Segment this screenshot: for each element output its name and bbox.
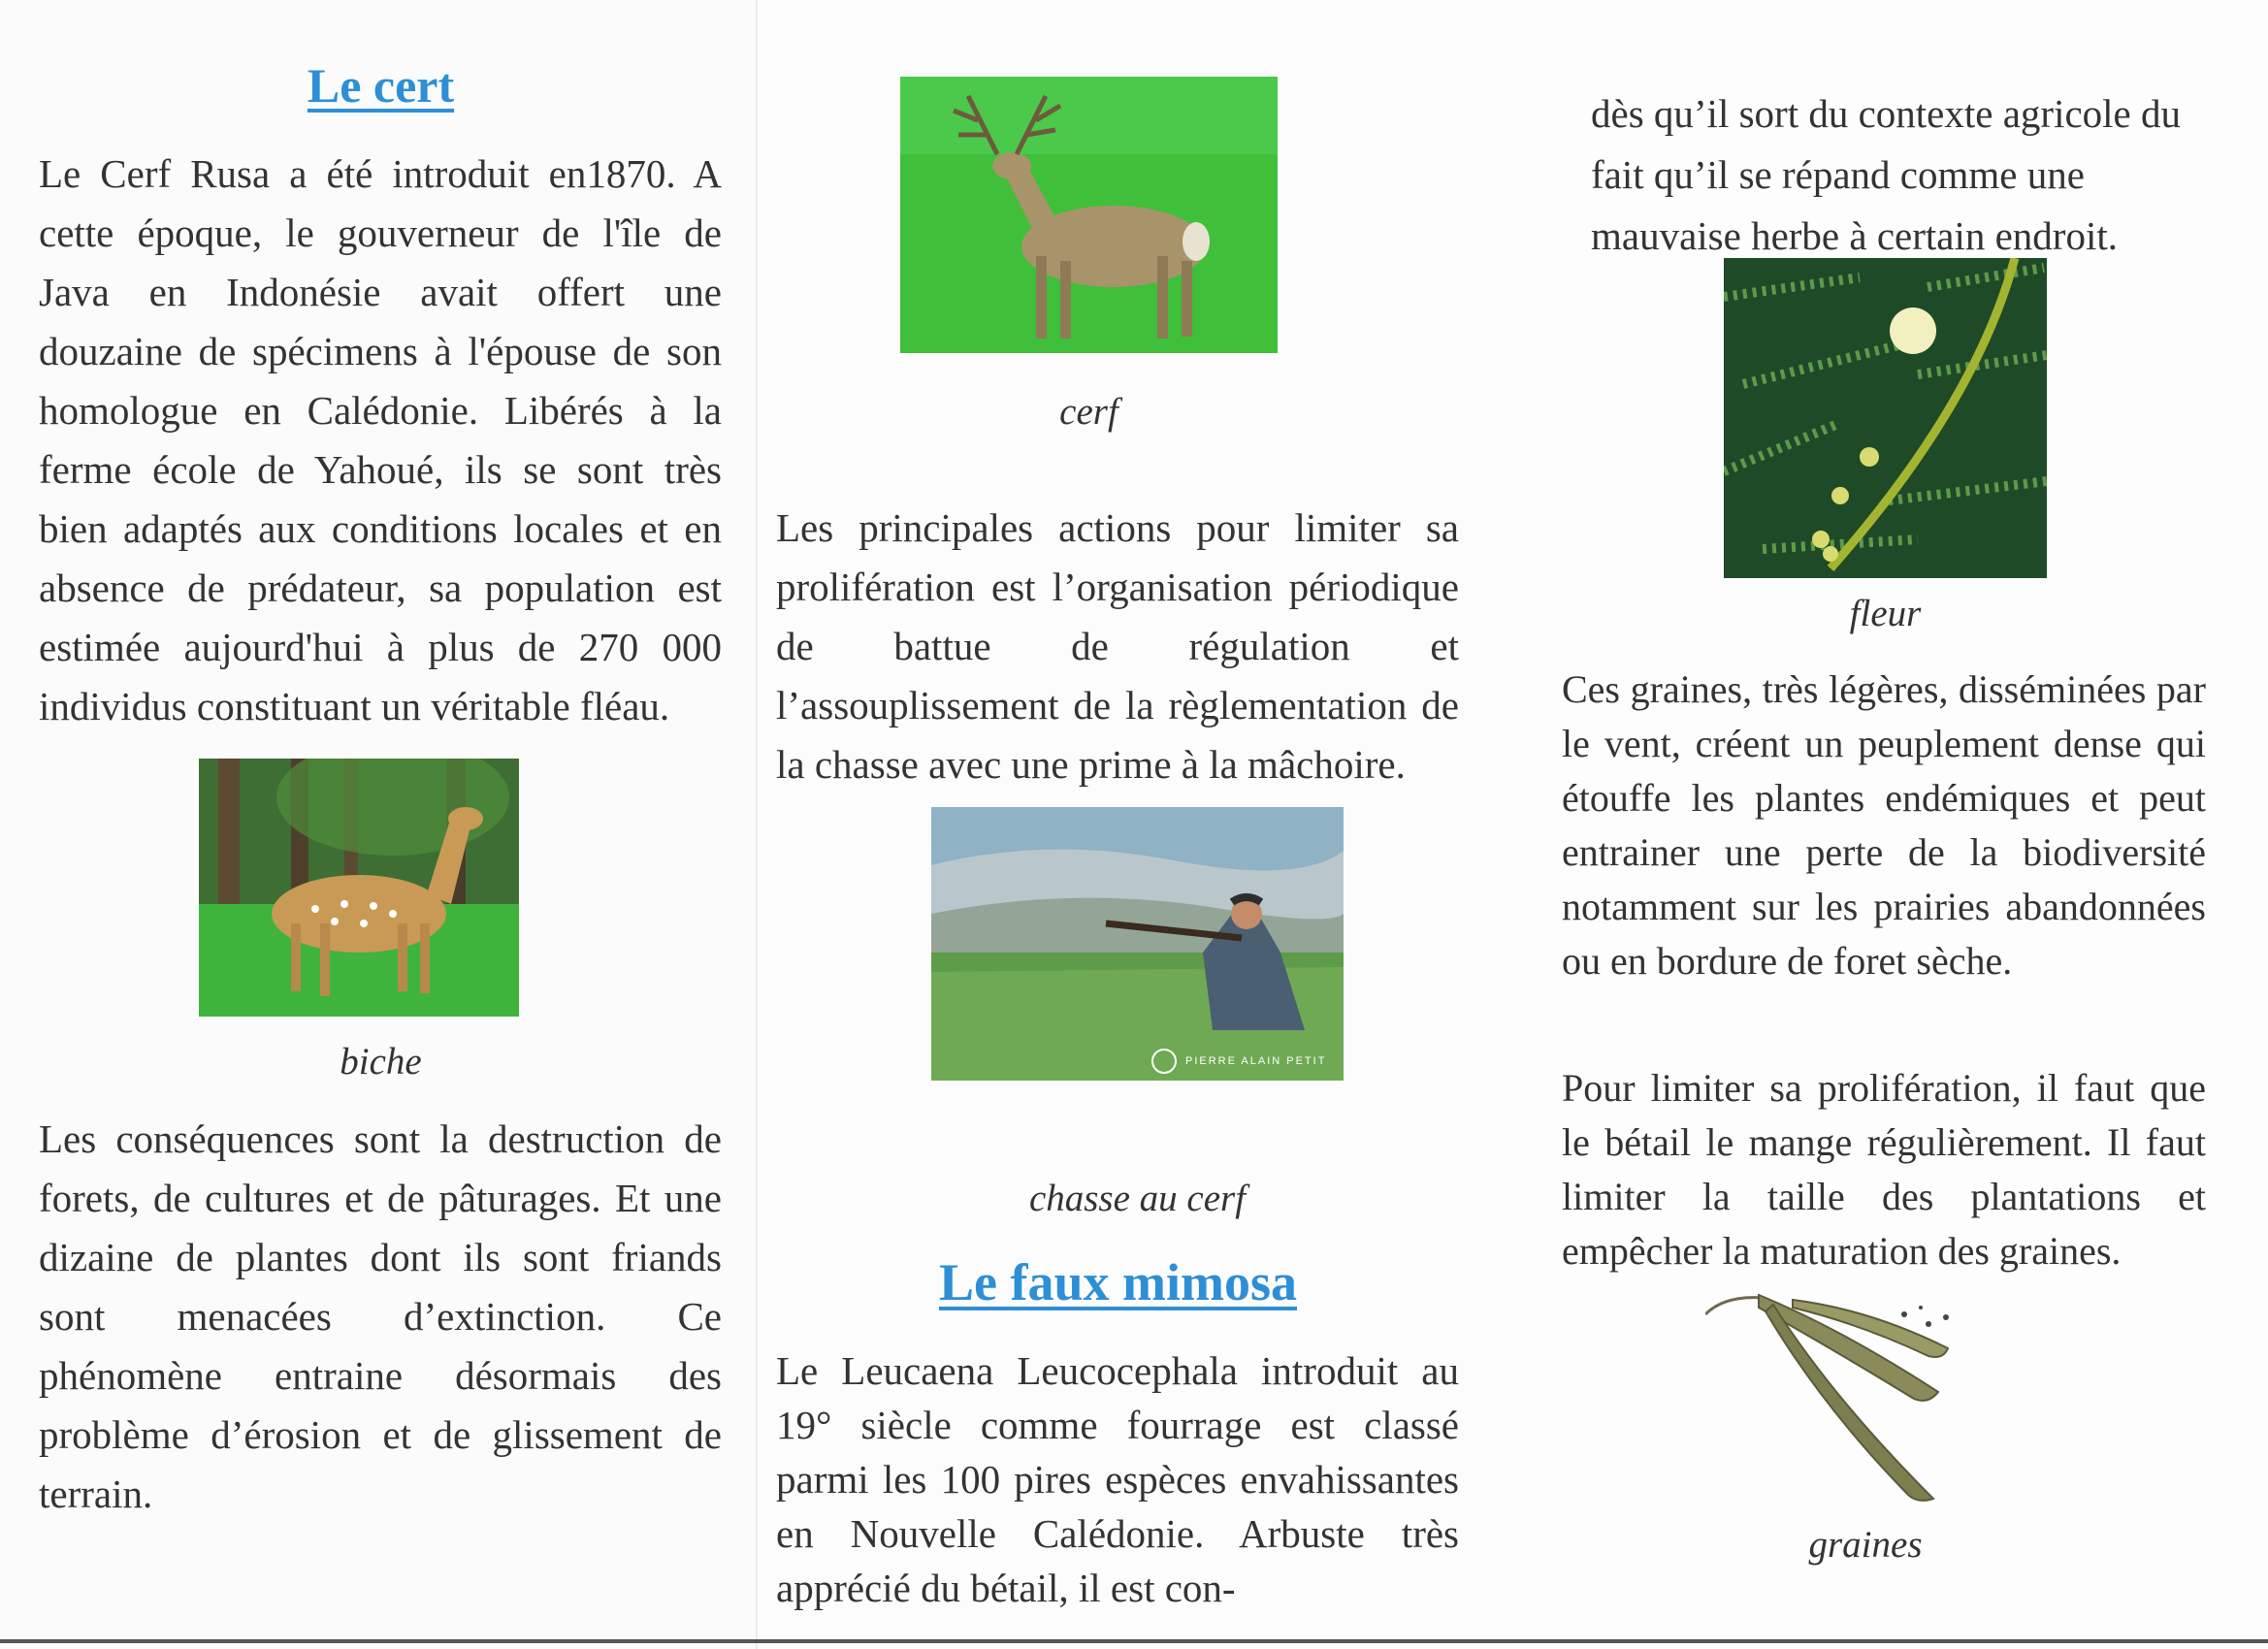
mimosa-seeds-block <box>1562 663 2206 988</box>
deer-consequences-paragraph: Les conséquences sont la destruction de forets, de cultures et de pâturages. Et une dizaine de plantes dont ils sont friands sont menacées d’extinction. Ce phénomène entraine désormais des problème d’érosion et de glissement de terrain. <box>39 1116 722 1516</box>
mimosa-continuation-paragraph: dès qu’il sort du contexte agricole du fait qu’il se répand comme une mauvaise herbe à certain endroit. <box>1591 91 2181 258</box>
mimosa-flower-photo <box>1724 258 2047 578</box>
hunting-photo <box>931 807 1344 1081</box>
hunting-caption: chasse au cerf <box>1028 1178 1247 1219</box>
mimosa-section-title: Le faux mimosa <box>939 1253 1297 1311</box>
deer-intro-paragraph: Le Cerf Rusa a été introduit en1870. A cette époque, le gouverneur de l'île de Java en Indonésie avait offert une douzaine de spécimens à l'épouse de son homologue en Calédonie. Libérés à la ferme école de Yahoué, ils se sont très bien adaptés aux conditions locales et en absence de prédateur, sa population est estimée aujourd'hui à plus de 270 000 individus constituant un véritable fléau. <box>39 151 722 728</box>
deer-intro-block <box>39 145 722 736</box>
deer-actions-block <box>776 499 1459 794</box>
mimosa-continuation-block <box>1591 83 2197 267</box>
mimosa-flower-caption: fleur <box>1849 593 1922 634</box>
deer-actions-paragraph: Les principales actions pour limiter sa prolifération est l’organisation périodique de battue de régulation et l’assouplissement de la règlementation de la chasse avec une prime à la mâchoire. <box>776 505 1459 787</box>
mimosa-intro-paragraph: Le Leucaena Leucocephala introduit au 19° siècle comme fourrage est classé parmi les 100 pires espèces envahissantes en Nouvelle Calédonie. Arbuste très apprécié du bétail, il est con- <box>776 1348 1459 1610</box>
doe-caption: biche <box>340 1041 422 1083</box>
mimosa-intro-block <box>776 1343 1459 1615</box>
bottom-edge-rule <box>0 1639 2268 1643</box>
mimosa-limit-block <box>1562 1061 2206 1278</box>
deer-consequences-block <box>39 1110 722 1524</box>
mimosa-limit-paragraph: Pour limiter sa prolifération, il faut que le bétail le mange régulièrement. Il faut limiter la taille des plantations et empêcher la maturation des graines. <box>1562 1066 2206 1273</box>
doe-photo <box>199 759 519 1017</box>
seed-pods-caption: graines <box>1808 1524 1923 1566</box>
seed-pods-drawing <box>1705 1290 1996 1508</box>
deer-section-title: Le cert <box>307 58 455 113</box>
stag-photo <box>900 77 1278 353</box>
mimosa-seeds-paragraph: Ces graines, très légères, disséminées par le vent, créent un peuplement dense qui étouffe les plantes endémiques et peut entrainer une perte de la biodiversité notamment sur les prairies abandonnées ou en bordure de foret sèche. <box>1562 667 2206 983</box>
stag-caption: cerf <box>1059 391 1118 433</box>
hunting-photo-watermark: PIERRE ALAIN PETIT <box>1185 1055 1327 1067</box>
